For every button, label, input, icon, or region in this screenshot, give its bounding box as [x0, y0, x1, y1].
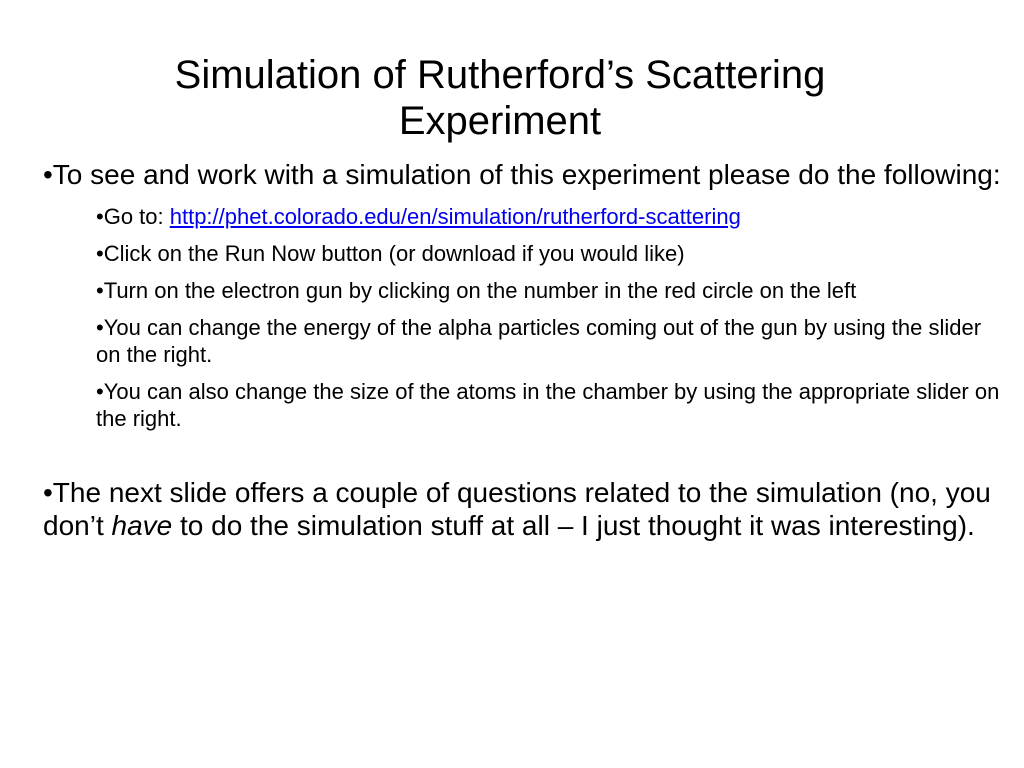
subbullet-run-now: •Click on the Run Now button (or download if you would like) — [96, 241, 685, 266]
bullet-simulation-intro: •To see and work with a simulation of this experiment please do the following: — [43, 159, 1001, 190]
subbullet-go-to — [96, 203, 1003, 230]
next-slide-emphasis: have — [111, 510, 173, 541]
slide-title: Simulation of Rutherford’s Scattering Experiment — [174, 53, 826, 143]
next-slide-text-start: •The next slide offers a couple of questions related to the simulation (no, you don’t — [43, 477, 991, 541]
go-to-label: •Go to: — [96, 204, 170, 229]
bullet-next-slide — [43, 476, 1003, 542]
slide-body — [43, 158, 1003, 542]
subbullet-electron-gun: •Turn on the electron gun by clicking on the number in the red circle on the left — [96, 278, 857, 303]
phet-simulation-link[interactable]: http://phet.colorado.edu/en/simulation/rutherford-scattering — [169, 204, 741, 229]
subbullet-energy-slider: •You can change the energy of the alpha particles coming out of the gun by using the slider on the right. — [96, 315, 982, 367]
next-slide-text-end: to do the simulation stuff at all – I just thought it was interesting). — [172, 510, 975, 541]
subbullet-atom-size-slider: •You can also change the size of the atoms in the chamber by using the appropriate slider on the right. — [96, 379, 1000, 431]
